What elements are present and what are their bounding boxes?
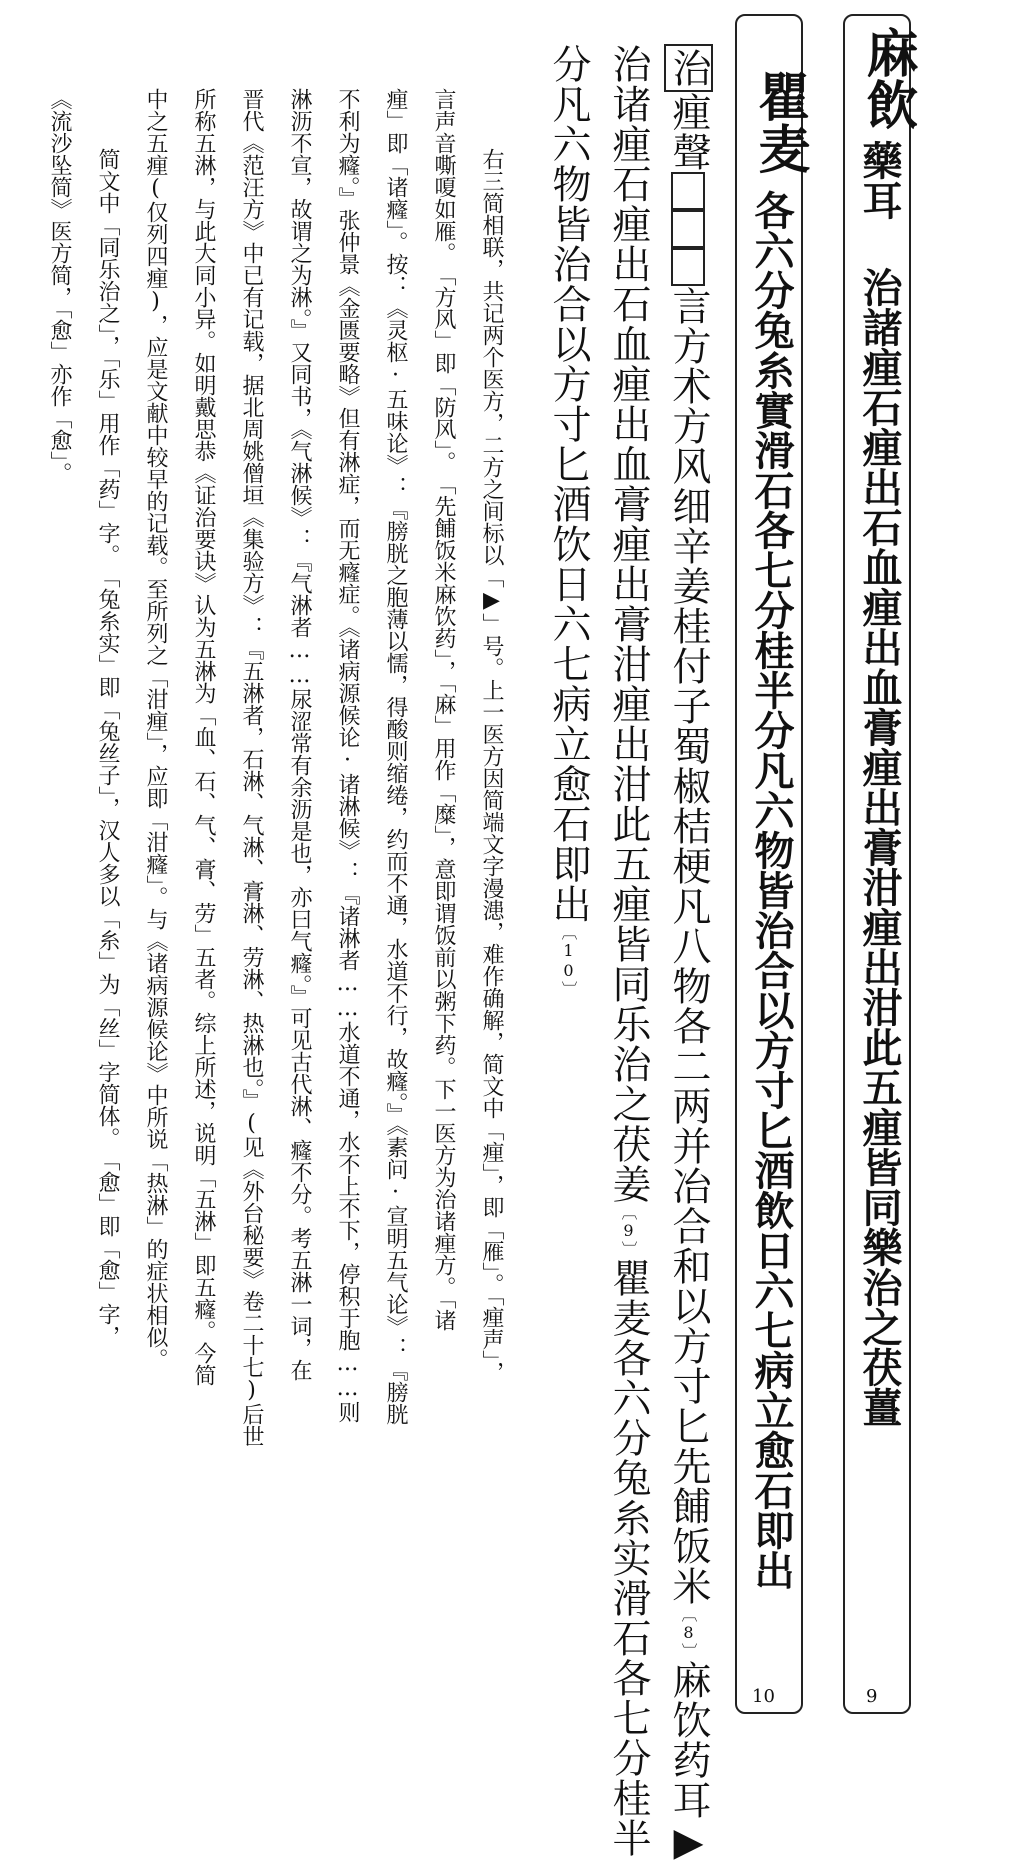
transcription-column-1 (660, 44, 716, 1866)
commentary-line-4: 不利为癃。』张仲景《金匮要略》但有淋症，而无癃症。《诸病源候论·诸淋候》：『诸淋者……水道不通，水不上不下，停积于胞……则 (335, 88, 360, 1423)
commentary-line-9: 简文中「同乐治之」，「乐」用作「药」字。 「兔糸实」即「兔丝子」，汉人多以「糸」为「丝」字简体。 「愈」即「愈」字， (95, 148, 120, 1347)
transcription-text: 言方术方风细辛姜桂付子蜀椒桔梗凡八物各二两并冶合和以方寸匕先餔饭米 (666, 286, 711, 1606)
commentary-line-1: 右三简相联，共记两个医方，二方之间标以「▶」号。上一医方因简端文字漫漶，难作确解，简文中「㾖」，即「雁」。「㾖声」， (479, 148, 504, 1383)
transcription-text: 麻饮药耳 (666, 1660, 711, 1820)
missing-char-box (671, 248, 705, 286)
note-ref-10: 〔10〕 (559, 924, 578, 998)
transcription-text: 分凡六物皆治合以方寸匕酒饮日六七病立愈石即出 (546, 44, 591, 924)
slip-10-label: 瞿麦 (749, 70, 810, 174)
missing-char-box (671, 172, 705, 210)
transcription-column-2 (600, 44, 656, 1858)
note-ref-9: 〔9〕 (619, 1204, 638, 1258)
commentary-line-2: 言声音嘶嗄如雁。 「方风」即「防风」。 「先餔饭米麻饮药」，「麻」用作「糜」，意即谓饭前以粥下药。下一医方为治诸㾖方。「诸 (431, 88, 456, 1331)
page-number-left: 10 (752, 1686, 775, 1707)
transcription-column-3 (540, 44, 596, 998)
transcription-text: 治诸㾖石㾖出石血㾖出血膏㾖出膏泔㾖出泔此五㾖皆同乐治之茯姜 (606, 44, 651, 1204)
boxed-char: 治 (664, 44, 713, 92)
transcription-text: 㾖聲 (666, 92, 711, 172)
commentary-line-8: 中之五㾖(仅列四㾖)，应是文献中较早的记载。至所列之「泔㾖」，应即「泔癃」。与《诸病源候论》中所说「热淋」的症状相似。 (143, 88, 168, 1370)
note-ref-8: 〔8〕 (679, 1606, 698, 1660)
commentary-line-5: 淋沥不宣，故谓之为淋。』又同书，《气淋候》：『气淋者……尿涩常有余沥是也，亦曰气癃。』可见古代淋、癃不分。考五淋一词，在 (287, 88, 312, 1381)
commentary-line-7: 所称五淋，与此大同小异。如明戴思恭《证治要诀》认为五淋为「血、石、气、膏、劳」五者。综上所述，说明「五淋」即五癃。今简 (191, 88, 216, 1386)
page-number-right: 9 (866, 1686, 878, 1707)
commentary-line-3: 㾖」即「诸癃」。按：《灵枢·五味论》：『膀胱之胞薄以懦，得酸则缩绻，约而不通，水道不行，故癃。』《素问·宣明五气论》：『膀胱 (383, 88, 408, 1425)
section-mark: ▶ (666, 1820, 711, 1866)
transcription-text: 瞿麦各六分兔糸实滑石各七分桂半 (606, 1258, 651, 1858)
slip-10-text: 各六分兔糸實滑石各七分桂半分凡六物皆治合以方寸匕酒飲日六七病立愈石即出 (748, 190, 795, 1590)
slip-9-label: 麻飲 (857, 26, 918, 130)
commentary-line-6: 晋代《范汪方》中已有记载，据北周姚僧垣《集验方》：『五淋者，石淋、气淋、膏淋、劳淋、热淋也。』(见《外台秘要》卷二十七)后世 (239, 88, 264, 1447)
missing-char-box (671, 210, 705, 248)
slip-9-text: 藥耳 治諸㾖石㾖出石血㾖出血膏㾖出膏泔㾖出泔此五㾖皆同樂治之茯薑 (856, 140, 903, 1427)
commentary-line-10: 《流沙坠简》医方简，「愈」亦作「愈」。 (47, 88, 72, 484)
